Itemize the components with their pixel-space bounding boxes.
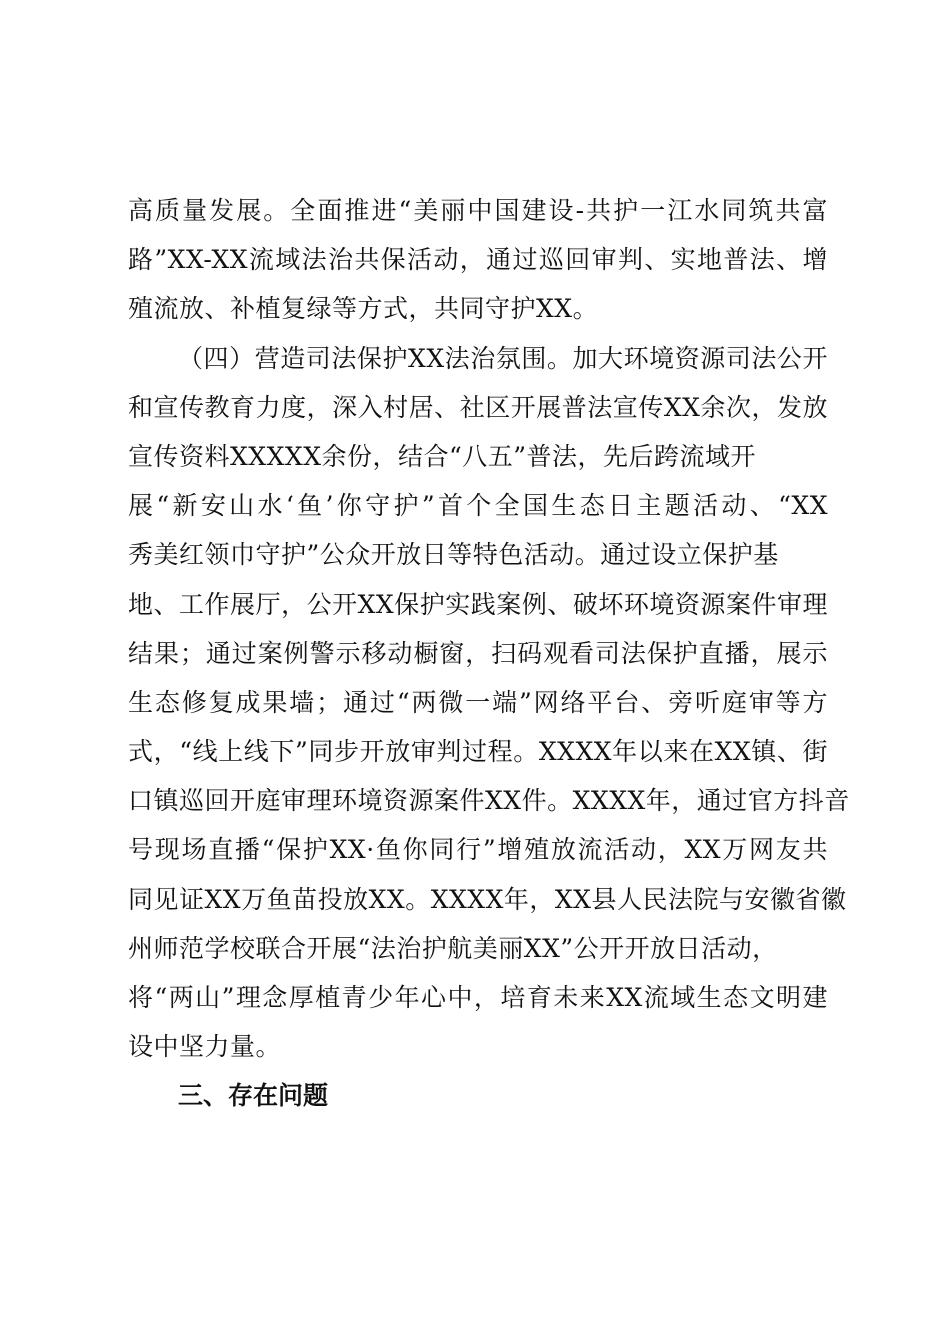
text-line: 州师范学校联合开展“法治护航美丽XX”公开开放日活动， [128,933,778,963]
text-line: 路”XX-XX流域法治共保活动，通过巡回审判、实地普法、增 [128,245,828,275]
paragraph-four [128,334,850,1072]
paragraph-continuation [128,186,828,334]
text-line: 同见证XX万鱼苗投放XX。XXXX年，XX县人民法院与安徽省徽 [128,884,847,914]
text-line: 结果；通过案例警示移动橱窗，扫码观看司法保护直播，展示 [128,638,828,668]
section-heading: 三、存在问题 [178,1081,329,1111]
text-line: 展“新安山水‘鱼’你守护”首个全国生态日主题活动、“XX [128,491,828,521]
text-line: 殖流放、补植复绿等方式，共同守护XX。 [128,294,599,324]
text-line: 号现场直播“保护XX·鱼你同行”增殖放流活动，XX万网友共 [128,835,828,865]
text-line: 地、工作展厅，公开XX保护实践案例、破坏环境资源案件审理 [128,589,828,619]
text-line: 高质量发展。全面推进“美丽中国建设-共护一江水同筑共富 [128,196,828,225]
document-body [128,186,850,1121]
text-line: 设中坚力量。 [128,1032,282,1062]
text-line: 将“两山”理念厚植青少年心中，培育未来XX流域生态文明建 [128,983,828,1012]
text-line: （四）营造司法保护XX法治氛围。加大环境资源司法公开 [178,343,828,373]
text-line: 和宣传教育力度，深入村居、社区开展普法宣传XX余次，发放 [128,392,828,422]
text-line: 秀美红领巾守护”公众开放日等特色活动。通过设立保护基 [128,540,779,570]
text-line: 口镇巡回开庭审理环境资源案件XX件。XXXX年，通过官方抖音 [128,786,850,816]
text-line: 宣传资料XXXXX余份，结合“八五”普法，先后跨流域开 [128,441,757,471]
text-line: 生态修复成果墙；通过“两微一端”网络平台、旁听庭审等方 [128,687,828,717]
text-line: 式，“线上线下”同步开放审判过程。XXXX年以来在XX镇、街 [128,737,828,767]
